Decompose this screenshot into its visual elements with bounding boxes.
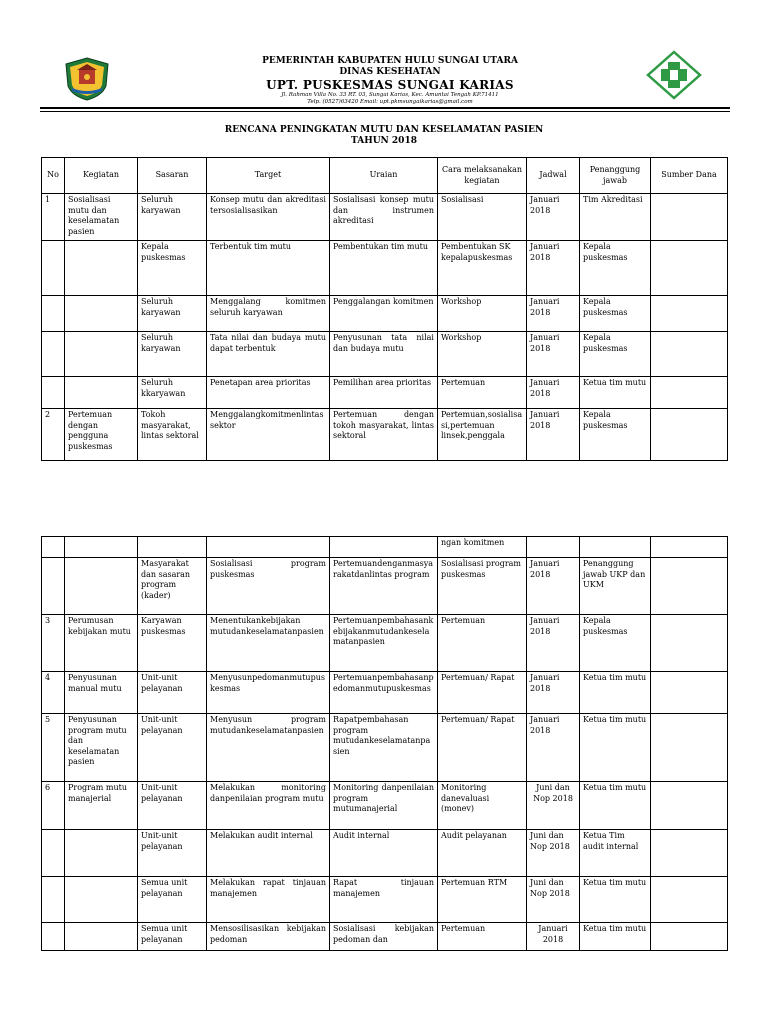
cell-cara: Monitoring danevaluasi (monev) [438,782,527,830]
cell-target: Tata nilai dan budaya mutu dapat terbentuk [207,332,330,377]
cell-uraian: Pertemuanpembahasankebijakanmutudankeselamatanpasien [330,615,438,672]
cell-cara: Pertemuan,sosialisasi,pertemuan linsek,penggala [438,409,527,461]
cell-dana [651,296,728,332]
cell-no: 4 [42,672,65,714]
cell-dana [651,377,728,409]
col-target: Target [207,158,330,194]
cell-target: Melakukan rapat tinjauan manajemen [207,877,330,923]
cell-jadwal: Januari 2018 [527,558,580,615]
cell-kegiatan: Pertemuan dengan pengguna puskesmas [65,409,138,461]
cell-no [42,537,65,558]
cell-cara: Audit pelayanan [438,830,527,877]
cell-pj: Kepala puskesmas [580,409,651,461]
cell-uraian: Pertemuandenganmasyarakatdanlintas program [330,558,438,615]
cell-pj: Ketua Tim audit internal [580,830,651,877]
cell-kegiatan [65,332,138,377]
cell-cara: Workshop [438,296,527,332]
cell-cara: Sosialisasi [438,194,527,241]
cell-target: Menggalangkomitmenlintassektor [207,409,330,461]
cell-jadwal: Januari 2018 [527,194,580,241]
cell-no: 2 [42,409,65,461]
cell-kegiatan [65,537,138,558]
cell-sasaran: Karyawan puskesmas [138,615,207,672]
cell-dana [651,241,728,296]
cell-target [207,537,330,558]
table-row [42,194,728,241]
letterhead-text [180,56,600,106]
plan-table-page-1 [41,157,728,461]
cell-sasaran: Tokoh masyarakat, lintas sektoral [138,409,207,461]
cell-kegiatan [65,558,138,615]
cell-pj: Kepala puskesmas [580,296,651,332]
cell-dana [651,194,728,241]
cell-kegiatan [65,830,138,877]
cell-sasaran: Semua unit pelayanan [138,923,207,951]
title-line-2: TAHUN 2018 [351,136,417,146]
cell-uraian: Audit internal [330,830,438,877]
cell-kegiatan: Penyusunan program mutu dan keselamatan pasien [65,714,138,782]
cell-cara: Workshop [438,332,527,377]
cell-pj: Kepala puskesmas [580,241,651,296]
cell-cara: ngan komitmen [438,537,527,558]
table-row [42,830,728,877]
table-row [42,409,728,461]
cell-jadwal: Juni dan Nop 2018 [527,782,580,830]
cell-jadwal: Januari 2018 [527,296,580,332]
cell-jadwal: Januari 2018 [527,332,580,377]
address: Jl. Rahman Villa No. 33 RT. 03, Sungai Karias, Kec. Amuntai Tengah KP.71411 [281,92,499,98]
cell-kegiatan [65,377,138,409]
cell-jadwal: Januari 2018 [527,241,580,296]
table-row [42,923,728,951]
cell-uraian: Penyusunan tata nilai dan budaya mutu [330,332,438,377]
cell-cara: Pertemuan/ Rapat [438,714,527,782]
table-body-2 [42,537,728,951]
cell-pj: Kepala puskesmas [580,615,651,672]
cell-pj: Tim Akreditasi [580,194,651,241]
cell-target: Melakukan audit internal [207,830,330,877]
cell-uraian: Sosialisasi kebijakan pedoman dan [330,923,438,951]
col-sasaran: Sasaran [138,158,207,194]
cell-no: 6 [42,782,65,830]
cell-jadwal: Juni dan Nop 2018 [527,877,580,923]
cell-sasaran: Unit-unit pelayanan [138,672,207,714]
table-row [42,615,728,672]
cell-target: Mensosilisasikan kebijakan pedoman [207,923,330,951]
cell-sasaran: Seluruh karyawan [138,194,207,241]
col-uraian: Uraian [330,158,438,194]
cell-pj: Penanggung jawab UKP dan UKM [580,558,651,615]
plan-table-page-2 [41,536,728,951]
cell-dana [651,537,728,558]
cell-sasaran: Unit-unit pelayanan [138,714,207,782]
cell-target: Menggalang komitmen seluruh karyawan [207,296,330,332]
cell-uraian: Pertemuanpembahasanpedomanmutupuskesmas [330,672,438,714]
cell-no [42,377,65,409]
cell-kegiatan [65,923,138,951]
cell-target: Menyusun program mutudankeselamatanpasien [207,714,330,782]
health-cross-icon [646,50,702,100]
cell-cara: Pertemuan [438,377,527,409]
letterhead-rule-thin [40,111,730,112]
cell-pj: Ketua tim mutu [580,714,651,782]
table-body-1 [42,194,728,461]
cell-kegiatan: Sosialisasi mutu dan keselamatan pasien [65,194,138,241]
table-row [42,332,728,377]
table-row [42,296,728,332]
cell-jadwal: Januari 2018 [527,409,580,461]
cell-sasaran: Seluruh kkaryawan [138,377,207,409]
cell-jadwal: Januari 2018 [527,377,580,409]
col-kegiatan: Kegiatan [65,158,138,194]
cell-dana [651,332,728,377]
col-penanggung-jawab: Penanggung jawab [580,158,651,194]
letterhead [0,50,768,110]
cell-uraian: Penggalangan komitmen [330,296,438,332]
cell-uraian: Pertemuan dengan tokoh masyarakat, lintas sektoral [330,409,438,461]
cell-target: Konsep mutu dan akreditasi tersosialisasikan [207,194,330,241]
cell-cara: Sosialisasi program puskesmas [438,558,527,615]
cell-dana [651,409,728,461]
cell-dana [651,877,728,923]
table-row [42,377,728,409]
cell-kegiatan: Penyusunan manual mutu [65,672,138,714]
cell-no: 3 [42,615,65,672]
col-sumber-dana: Sumber Dana [651,158,728,194]
table-header-row [42,158,728,194]
cell-uraian [330,537,438,558]
cell-target: Menyusunpedomanmutupuskesmas [207,672,330,714]
cell-jadwal: Januari 2018 [527,615,580,672]
cell-dana [651,558,728,615]
cell-sasaran: Semua unit pelayanan [138,877,207,923]
cell-sasaran: Kepala puskesmas [138,241,207,296]
cell-pj: Kepala puskesmas [580,332,651,377]
cell-no [42,558,65,615]
cell-target: Menentukankebijakan mutudankeselamatanpasien [207,615,330,672]
cell-dana [651,923,728,951]
cell-kegiatan: Perumusan kebijakan mutu [65,615,138,672]
col-jadwal: Jadwal [527,158,580,194]
cell-pj: Ketua tim mutu [580,672,651,714]
document-title [0,125,768,147]
cell-no [42,923,65,951]
cell-uraian: Pemilihan area prioritas [330,377,438,409]
cell-sasaran: Unit-unit pelayanan [138,830,207,877]
cell-kegiatan [65,877,138,923]
regency-emblem-icon [62,56,112,102]
cell-uraian: Monitoring danpenilaian program mutumanajerial [330,782,438,830]
cell-jadwal: Januari 2018 [527,923,580,951]
cell-no [42,296,65,332]
table-row [42,241,728,296]
cell-sasaran: Seluruh karyawan [138,296,207,332]
cell-kegiatan [65,241,138,296]
cell-uraian: Sosialisasi konsep mutu dan instrumen akreditasi [330,194,438,241]
table-row [42,672,728,714]
puskesmas-name: UPT. PUSKESMAS SUNGAI KARIAS [266,78,514,92]
cell-dana [651,830,728,877]
cell-cara: Pertemuan/ Rapat [438,672,527,714]
cell-sasaran [138,537,207,558]
cell-target: Sosialisasi program puskesmas [207,558,330,615]
cell-no: 5 [42,714,65,782]
cell-jadwal: Januari 2018 [527,714,580,782]
cell-cara: Pertemuan [438,923,527,951]
cell-dana [651,672,728,714]
government-name: PEMERINTAH KABUPATEN HULU SUNGAI UTARA [262,56,518,66]
cell-sasaran: Masyarakat dan sasaran program (kader) [138,558,207,615]
cell-uraian: Pembentukan tim mutu [330,241,438,296]
letterhead-rule [40,107,730,109]
cell-pj: Ketua tim mutu [580,377,651,409]
cell-target: Terbentuk tim mutu [207,241,330,296]
cell-no [42,241,65,296]
cell-cara: Pembentukan SK kepalapuskesmas [438,241,527,296]
cell-cara: Pertemuan RTM [438,877,527,923]
cell-jadwal: Januari 2018 [527,672,580,714]
cell-sasaran: Unit-unit pelayanan [138,782,207,830]
department-name: DINAS KESEHATAN [339,67,441,77]
cell-uraian: Rapatpembahasan program mutudankeselamatanpasien [330,714,438,782]
cell-dana [651,782,728,830]
cell-no [42,332,65,377]
cell-pj [580,537,651,558]
cell-no: 1 [42,194,65,241]
cell-kegiatan: Program mutu manajerial [65,782,138,830]
table-row [42,877,728,923]
cell-dana [651,615,728,672]
cell-uraian: Rapat tinjauan manajemen [330,877,438,923]
title-line-1: RENCANA PENINGKATAN MUTU DAN KESELAMATAN PASIEN [224,125,544,135]
table-row [42,714,728,782]
cell-cara: Pertemuan [438,615,527,672]
table-row [42,782,728,830]
table-row [42,537,728,558]
col-cara: Cara melaksanakan kegiatan [438,158,527,194]
cell-no [42,830,65,877]
col-no: No [42,158,65,194]
contact: Telp. (0527)63420 Email: upt.pkmsungaikarias@gmail.com [307,99,473,105]
cell-sasaran: Seluruh karyawan [138,332,207,377]
cell-kegiatan [65,296,138,332]
table-row [42,558,728,615]
cell-pj: Ketua tim mutu [580,782,651,830]
cell-pj: Ketua tim mutu [580,923,651,951]
cell-no [42,877,65,923]
cell-target: Penetapan area prioritas [207,377,330,409]
cell-pj: Ketua tim mutu [580,877,651,923]
cell-dana [651,714,728,782]
cell-jadwal [527,537,580,558]
cell-jadwal: Juni dan Nop 2018 [527,830,580,877]
cell-target: Melakukan monitoring danpenilaian program mutu [207,782,330,830]
